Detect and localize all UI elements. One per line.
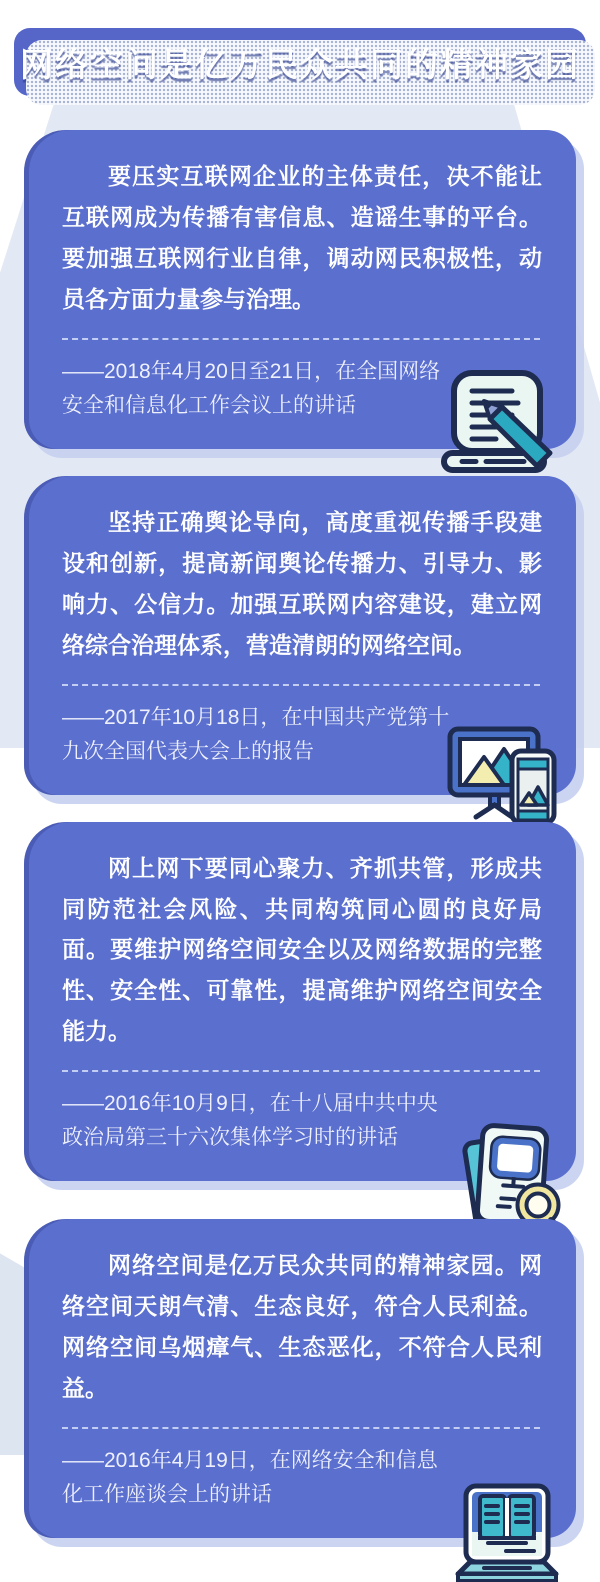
quote-text: 要压实互联网企业的主体责任，决不能让互联网成为传播有害信息、造谣生事的平台。要加强互联网行业自律，调动网民积极性，动员各方面力量参与治理。 [62,163,542,312]
laptop-book-icon [450,1482,562,1582]
quote-card-2 [24,476,576,795]
page-title: 网络空间是亿万民众共同的精神家园 [20,45,580,83]
quote-text: 坚持正确舆论导向，高度重视传播手段建设和创新，提高新闻舆论传播力、引导力、影响力、公信力。加强互联网内容建设，建立网络综合治理体系，营造清朗的网络空间。 [62,508,542,658]
monitor-photo-phone-icon [446,725,564,823]
citation-text: ——2017年10月18日，在中国共产党第十九次全国代表大会上的报告 [62,705,450,763]
citation-text: ——2016年10月9日，在十八届中共中央政治局第三十六次集体学习时的讲话 [62,1092,438,1150]
document-magnifier-icon [456,1121,566,1233]
quote-text: 网上网下要同心聚力、齐抓共管，形成共同防范社会风险、共同构筑同心圆的良好局面。要维护网络空间安全以及网络数据的完整性、安全性、可靠性，提高维护网络空间安全能力。 [62,854,542,1045]
quote-card-4 [24,1219,576,1538]
quote-card-1 [24,130,576,449]
citation-text: ——2016年4月19日，在网络安全和信息化工作座谈会上的讲话 [62,1449,438,1507]
poster-page [0,28,600,1507]
quote-card-3 [24,822,576,1182]
title-banner [14,28,586,96]
citation-text: ——2018年4月20日至21日，在全国网络安全和信息化工作会议上的讲话 [62,359,441,417]
quote-text: 网络空间是亿万民众共同的精神家园。网络空间天朗气清、生态良好，符合人民利益。网络空间乌烟瘴气、生态恶化，不符合人民利益。 [62,1252,542,1402]
laptop-pencil-icon [438,367,560,479]
